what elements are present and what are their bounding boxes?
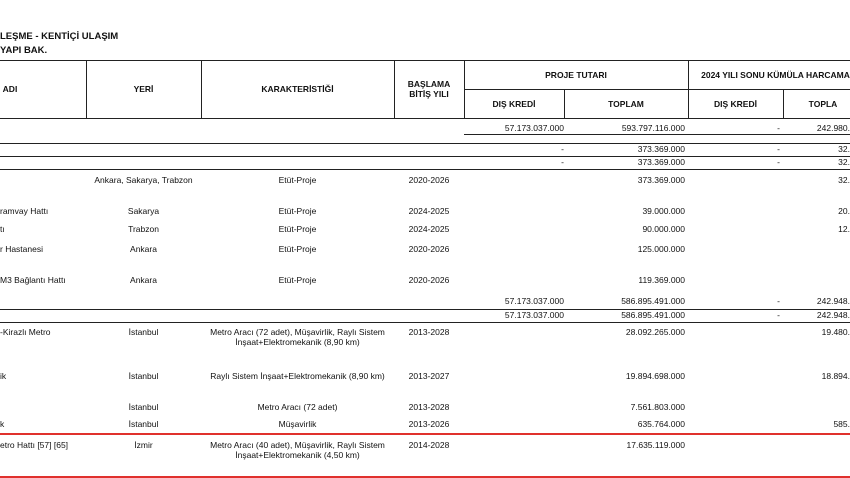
- cell-toplam: 7.561.803.000: [630, 402, 685, 412]
- cell-karakteristigi: Metro Aracı (72 adet), Müşavirlik, Raylı Sistem İnşaat+Elektromekanik (8,90 km): [210, 327, 385, 347]
- header-bottom-border: [0, 118, 850, 119]
- cell-karakteristigi: Metro Aracı (72 adet): [257, 402, 338, 412]
- cell-dis-kredi: 57.173.037.000: [504, 296, 564, 306]
- cell-toplam-harcama: 32.: [838, 157, 850, 167]
- column-header-dis-kredi-2: DIŞ KREDİ: [714, 98, 757, 109]
- cell-karakteristigi: Metro Aracı (40 adet), Müşavirlik, Raylı Sistem İnşaat+Elektromekanik (4,50 km): [210, 440, 385, 460]
- cell-adi: r Hastanesi: [0, 244, 43, 254]
- cell-toplam: 119.369.000: [638, 275, 685, 285]
- cell-adi: M3 Bağlantı Hattı: [0, 275, 66, 285]
- cell-baslama-bitis: 2020-2026: [408, 175, 450, 185]
- cell-baslama-bitis: 2014-2028: [408, 440, 450, 450]
- cell-toplam: 19.894.698.000: [625, 371, 685, 381]
- column-header-proje-tutari: PROJE TUTARI: [545, 69, 607, 80]
- cell-yeri: İstanbul: [128, 327, 159, 337]
- cell-toplam-harcama: 32.: [838, 144, 850, 154]
- column-header-harcama: 2024 YILI SONU KÜMÜLA HARCAMA: [701, 69, 850, 80]
- column-header-yeri: YERİ: [133, 84, 154, 94]
- cell-dis-kredi: -: [561, 144, 564, 154]
- cell-dis-kredi-harcama: -: [777, 157, 780, 167]
- cell-karakteristigi: Etüt-Proje: [278, 175, 317, 185]
- column-header-adi: ADI: [2, 84, 18, 94]
- cell-yeri: Ankara: [130, 275, 157, 285]
- cell-toplam: 373.369.000: [637, 157, 685, 167]
- cell-dis-kredi-harcama: -: [777, 310, 780, 320]
- cell-toplam: 90.000.000: [642, 224, 685, 234]
- cell-adi: -Kirazlı Metro: [0, 327, 51, 337]
- cell-yeri: Sakarya: [127, 206, 160, 216]
- cell-yeri: İstanbul: [128, 402, 159, 412]
- cell-dis-kredi-harcama: -: [777, 123, 780, 133]
- cell-adi: k: [0, 419, 5, 429]
- cell-toplam: 593.797.116.000: [621, 123, 685, 133]
- row-separator: [0, 143, 850, 144]
- cell-baslama-bitis: 2013-2028: [408, 402, 450, 412]
- cell-karakteristigi: Raylı Sistem İnşaat+Elektromekanik (8,90 km): [210, 371, 385, 381]
- cell-karakteristigi: Etüt-Proje: [278, 224, 317, 234]
- row-separator: [0, 169, 850, 170]
- cell-karakteristigi: Etüt-Proje: [278, 275, 317, 285]
- cell-yeri: Ankara: [130, 244, 157, 254]
- cell-toplam-harcama: 18.894.: [821, 371, 850, 381]
- cell-adi: tı: [0, 224, 5, 234]
- cell-toplam-harcama: 32.: [838, 175, 850, 185]
- column-header-baslama-bitis: BAŞLAMA BİTİŞ YILI: [407, 79, 451, 99]
- cell-toplam: 373.369.000: [637, 175, 685, 185]
- cell-baslama-bitis: 2024-2025: [408, 224, 450, 234]
- cell-toplam-harcama: 242.980.: [816, 123, 850, 133]
- cell-karakteristigi: Etüt-Proje: [278, 244, 317, 254]
- cell-baslama-bitis: 2013-2027: [408, 371, 450, 381]
- cell-toplam-harcama: 12.: [838, 224, 850, 234]
- column-header-dis-kredi-1: DIŞ KREDİ: [492, 98, 536, 109]
- column-header-karakteristigi: KARAKTERİSTİĞİ: [261, 84, 334, 94]
- cell-toplam: 125.000.000: [637, 244, 685, 254]
- cell-dis-kredi: 57.173.037.000: [504, 310, 564, 320]
- cell-dis-kredi: 57.173.037.000: [504, 123, 564, 133]
- cell-toplam-harcama: 19.480.: [821, 327, 850, 337]
- cell-toplam: 635.764.000: [637, 419, 685, 429]
- cell-baslama-bitis: 2020-2026: [408, 275, 450, 285]
- cell-adi: ik: [0, 371, 7, 381]
- cell-baslama-bitis: 2020-2026: [408, 244, 450, 254]
- cell-toplam: 586.895.491.000: [621, 296, 685, 306]
- cell-baslama-bitis: 2013-2028: [408, 327, 450, 337]
- page-heading-line-2: YAPI BAK.: [0, 45, 48, 56]
- row-separator: [0, 309, 850, 310]
- cell-dis-kredi: -: [561, 157, 564, 167]
- cell-toplam-harcama: 585.: [833, 419, 850, 429]
- cell-toplam: 586.895.491.000: [621, 310, 685, 320]
- cell-toplam: 39.000.000: [642, 206, 685, 216]
- cell-yeri: Ankara, Sakarya, Trabzon: [94, 175, 193, 185]
- row-separator: [0, 156, 850, 157]
- page-heading-line-1: LEŞME - KENTİÇİ ULAŞIM: [0, 31, 119, 42]
- cell-baslama-bitis: 2024-2025: [408, 206, 450, 216]
- cell-dis-kredi-harcama: -: [777, 296, 780, 306]
- cell-baslama-bitis: 2013-2026: [408, 419, 450, 429]
- column-header-toplam-2: TOPLA: [808, 98, 838, 109]
- cell-adi: etro Hattı [57] [65]: [0, 440, 69, 450]
- cell-yeri: Trabzon: [128, 224, 159, 234]
- cell-yeri: İstanbul: [128, 371, 159, 381]
- cell-toplam: 28.092.265.000: [625, 327, 685, 337]
- cell-toplam-harcama: 20.: [838, 206, 850, 216]
- cell-karakteristigi: Müşavirlik: [278, 419, 317, 429]
- cell-toplam-harcama: 242.948.: [816, 310, 850, 320]
- cell-yeri: İzmir: [134, 440, 153, 450]
- cell-dis-kredi-harcama: -: [777, 144, 780, 154]
- row-separator: [464, 134, 850, 135]
- highlight-line: [0, 433, 850, 435]
- cell-karakteristigi: Etüt-Proje: [278, 206, 317, 216]
- cell-yeri: İstanbul: [128, 419, 159, 429]
- column-header-toplam-1: TOPLAM: [608, 98, 644, 109]
- cell-adi: ramvay Hattı: [0, 206, 49, 216]
- cell-toplam-harcama: 242.948.: [816, 296, 850, 306]
- cell-toplam: 373.369.000: [637, 144, 685, 154]
- cell-toplam: 17.635.119.000: [626, 440, 685, 450]
- row-separator: [0, 322, 850, 323]
